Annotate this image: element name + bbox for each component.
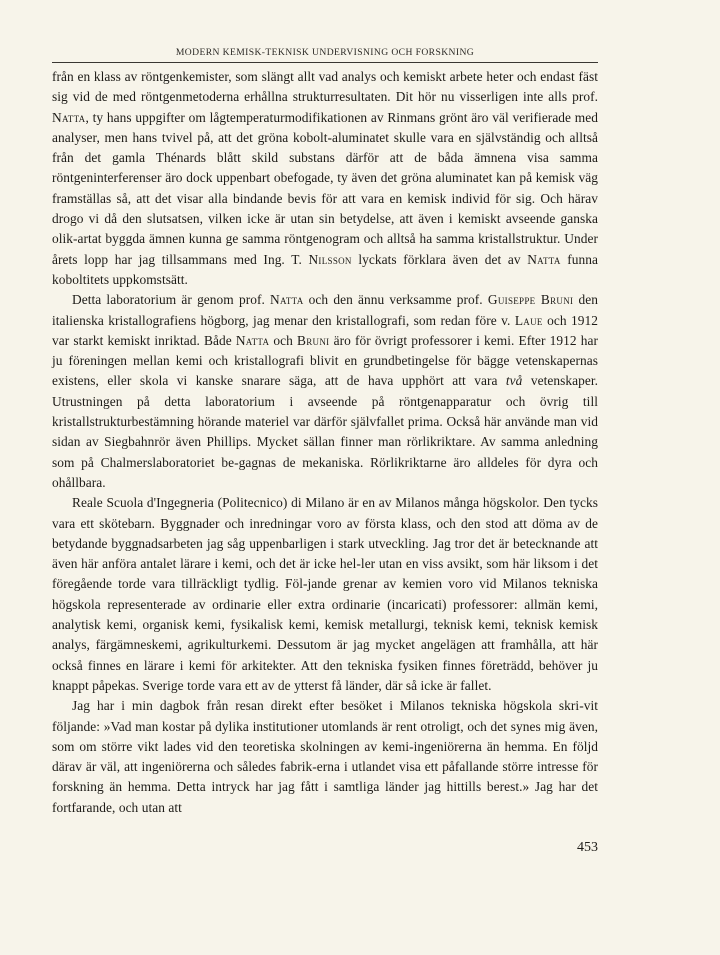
header-rule xyxy=(52,62,598,63)
paragraph xyxy=(52,67,598,290)
text-segment: och xyxy=(269,332,298,348)
text-segment: Reale Scuola d'Ingegneria (Politecnico) di Milano är en av Milanos många högskolor. Den tycks vara ett skötebarn. Byggnader och inredningar voro av första klass, och den stod att döma av de betydande byggnadsarbeten jag såg uppenbarligen i stark utveckling. Jag tror det är betecknande att även här anföra antalet lärare i kemi, och det är icke hel-ler utan en viss avsikt, som här liksom i det föregående torde vara tillräckligt tydlig. Föl-jande grenar av kemien voro vid Milanos tekniska högskola representerade av ordinarie eller extra ordinarie (incaricati) professorer: allmän kemi, analytisk kemi, organisk kemi, fysikalisk kemi, kemisk metallurgi, teknisk kemi, teknisk kemisk analys, färgämneskemi, agrikulturkemi. Dessutom är jag mycket angelägen att framhålla, att här också finnes en lärare i kemi för arkitekter. Att den tekniska fysiken finnes företrädd, behöver ju knappt påpekas. Sverige torde vara ett av de ytterst få länder, där så icke är fallet. xyxy=(52,495,598,693)
text-segment: , ty hans uppgifter om lågtemperaturmodifikationen av Rinmans grönt äro väl verifierade med analyser, men hans tvivel på, att det gröna kobolt-aluminatet skulle vara en självständig och alltså från det gamla Thénards blått skild substans därför att de båda ämnena visa samma röntgeninterferenser äro dock uppenbart obefogade, ty även det gröna aluminatet kan på kemisk väg framställas så, att det visar alla bindande bevis för att vara en kemisk individ för sig. Och härav drogo vi då den slutsatsen, vilken icke är utan sin betydelse, att även i kemiskt avseende ganska olik-artat byggda ämnen kunna ge samma röntgenogram och alltså ha samma kristallstruktur. Under årets lopp har jag tillsammans med Ing. T. xyxy=(52,109,598,267)
emphasis-text: två xyxy=(505,373,523,389)
text-segment: och 1912 var starkt kemiskt inriktad. Både xyxy=(52,312,598,348)
body-text xyxy=(52,67,598,818)
paragraph xyxy=(52,696,598,818)
person-name: Natta xyxy=(52,109,86,125)
text-segment: Detta laboratorium är genom prof. xyxy=(72,292,271,308)
person-name: Natta xyxy=(270,292,304,308)
text-segment: lyckats förklara även det av xyxy=(351,251,528,267)
page-number: 453 xyxy=(577,840,598,855)
text-segment: från en klass av röntgenkemister, som slängt allt vad analys och kemiskt arbete heter och endast fäst sig vid de med röntgenmetoderna erhållna strukturresultaten. Dit hör nu visserligen inte alls prof. xyxy=(52,69,598,105)
text-segment: funna koboltitets uppkomstsätt. xyxy=(52,251,598,287)
text-segment: den italienska kristallografiens högborg, jag menar den kristallografi, som redan före v. xyxy=(52,292,599,328)
person-name: Laue xyxy=(514,312,543,328)
person-name: Guiseppe Bruni xyxy=(487,292,574,308)
running-head: MODERN KEMISK-TEKNISK UNDERVISNING OCH FORSKNING xyxy=(175,47,475,58)
paragraph xyxy=(52,493,598,696)
person-name: Natta xyxy=(235,332,270,348)
text-segment: Jag har i min dagbok från resan direkt efter besöket i Milanos tekniska högskola skri-vit följande: »Vad man kostar på dylika institutioner utomlands är rent otroligt, och det synes mig även, som om större vikt lades vid den teoretiska skolningen av kemi-ingeniörerna än hemma. En följd därav är väl, att ingeniörerna och således fabrik-erna i utlandet visa ett påfallande större intresse för forskning än hemma. Detta intryck har jag fått i samtliga länder jag hittills berest.» Jag har det fortfarande, och utan att xyxy=(52,698,598,815)
text-segment: äro för övrigt professorer i kemi. Efter 1912 har ju föreningen mellan kemi och kristallografi blivit en grundbetingelse för bägge vetenskapernas existens, eller skola vi kanske snarare säga, att de hava upphört att vara xyxy=(52,332,599,389)
person-name: Natta xyxy=(527,251,561,267)
person-name: Bruni xyxy=(297,332,330,348)
text-segment: vetenskaper. Utrustningen på detta laboratorium i avseende på röntgenapparatur och övrig till kristallstrukturbestämning hörande materiel var därför självfallet prima. Också här använde man vid sidan av Siegbahnrör även Phillips. Mycket sällan finner man rörlikriktare. Av samma anledning som på Chalmerslaboratoriet be-gagnas de mekaniska. Rörlikriktarne äro alldeles för dyra och ohållbara. xyxy=(52,373,598,490)
text-segment: och den ännu verksamme prof. xyxy=(303,292,488,308)
paragraph xyxy=(52,290,598,493)
person-name: Nilsson xyxy=(308,251,352,267)
